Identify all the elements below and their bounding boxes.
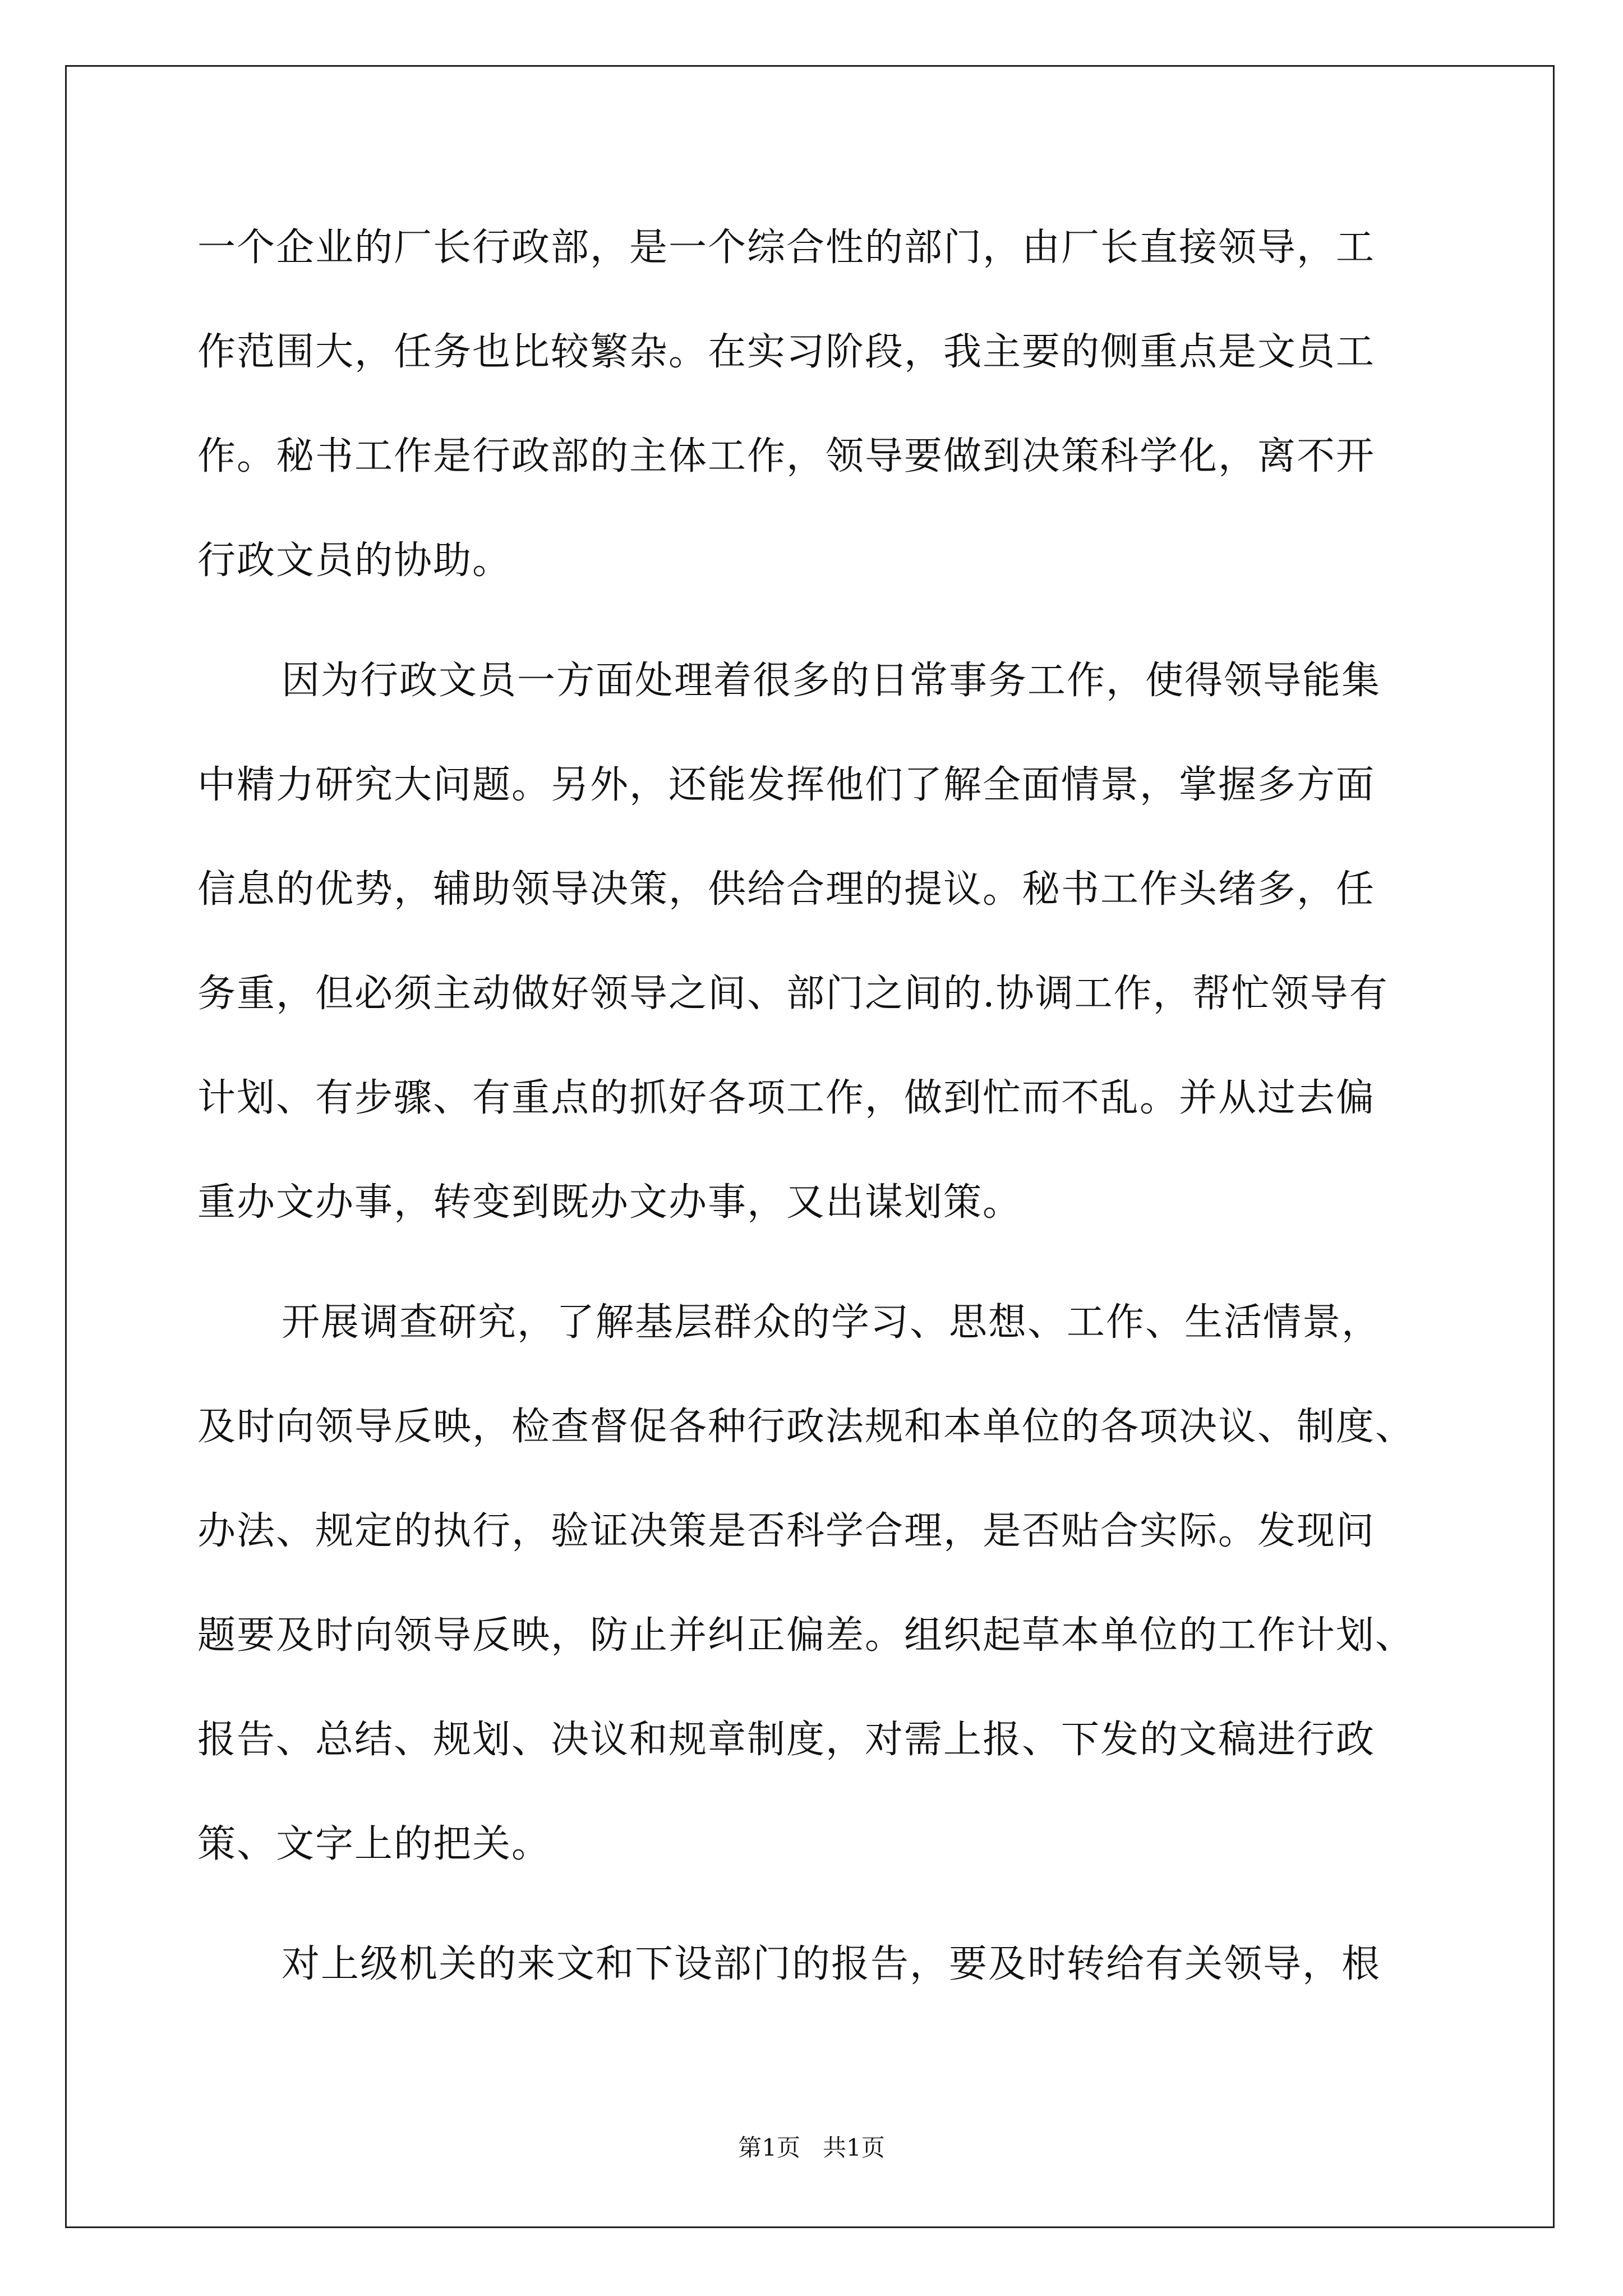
text-line: 计划、有步骤、有重点的抓好各项工作，做到忙而不乱。并从过去偏 [197, 1076, 1376, 1120]
text-line: 开展调查研究，了解基层群众的学习、思想、工作、生活情景， [282, 1300, 1381, 1345]
page-border [65, 65, 1555, 2228]
text-line: 一个企业的厂长行政部，是一个综合性的部门，由厂长直接领导，工 [197, 226, 1376, 270]
text-line: 题要及时向领导反映，防止并纠正偏差。组织起草本单位的工作计划、 [197, 1613, 1415, 1658]
text-line: 作。秘书工作是行政部的主体工作，领导要做到决策科学化，离不开 [197, 434, 1376, 478]
text-line: 办法、规定的执行，验证决策是否科学合理，是否贴合实际。发现问 [197, 1509, 1376, 1553]
text-line: 策、文字上的把关。 [197, 1822, 551, 1866]
text-line: 重办文办事，转变到既办文办事，又出谋划策。 [197, 1180, 1022, 1225]
text-line: 务重，但必须主动做好领导之间、部门之间的.协调工作，帮忙领导有 [197, 972, 1389, 1016]
text-line: 信息的优势，辅助领导决策，供给合理的提议。秘书工作头绪多，任 [197, 867, 1376, 912]
text-line: 行政文员的协助。 [197, 539, 512, 583]
text-line: 报告、总结、规划、决议和规章制度，对需上报、下发的文稿进行政 [197, 1718, 1376, 1762]
text-line: 作范围大，任务也比较繁杂。在实习阶段，我主要的侧重点是文员工 [197, 330, 1376, 374]
text-line: 及时向领导反映，检查督促各种行政法规和本单位的各项决议、制度、 [197, 1405, 1415, 1449]
text-line: 因为行政文员一方面处理着很多的日常事务工作，使得领导能集 [282, 659, 1381, 703]
text-line: 中精力研究大问题。另外，还能发挥他们了解全面情景，掌握多方面 [197, 763, 1376, 807]
text-line: 对上级机关的来文和下设部门的报告，要及时转给有关领导，根 [282, 1942, 1381, 1986]
page-footer: 第1页 共1页 [738, 2134, 885, 2161]
